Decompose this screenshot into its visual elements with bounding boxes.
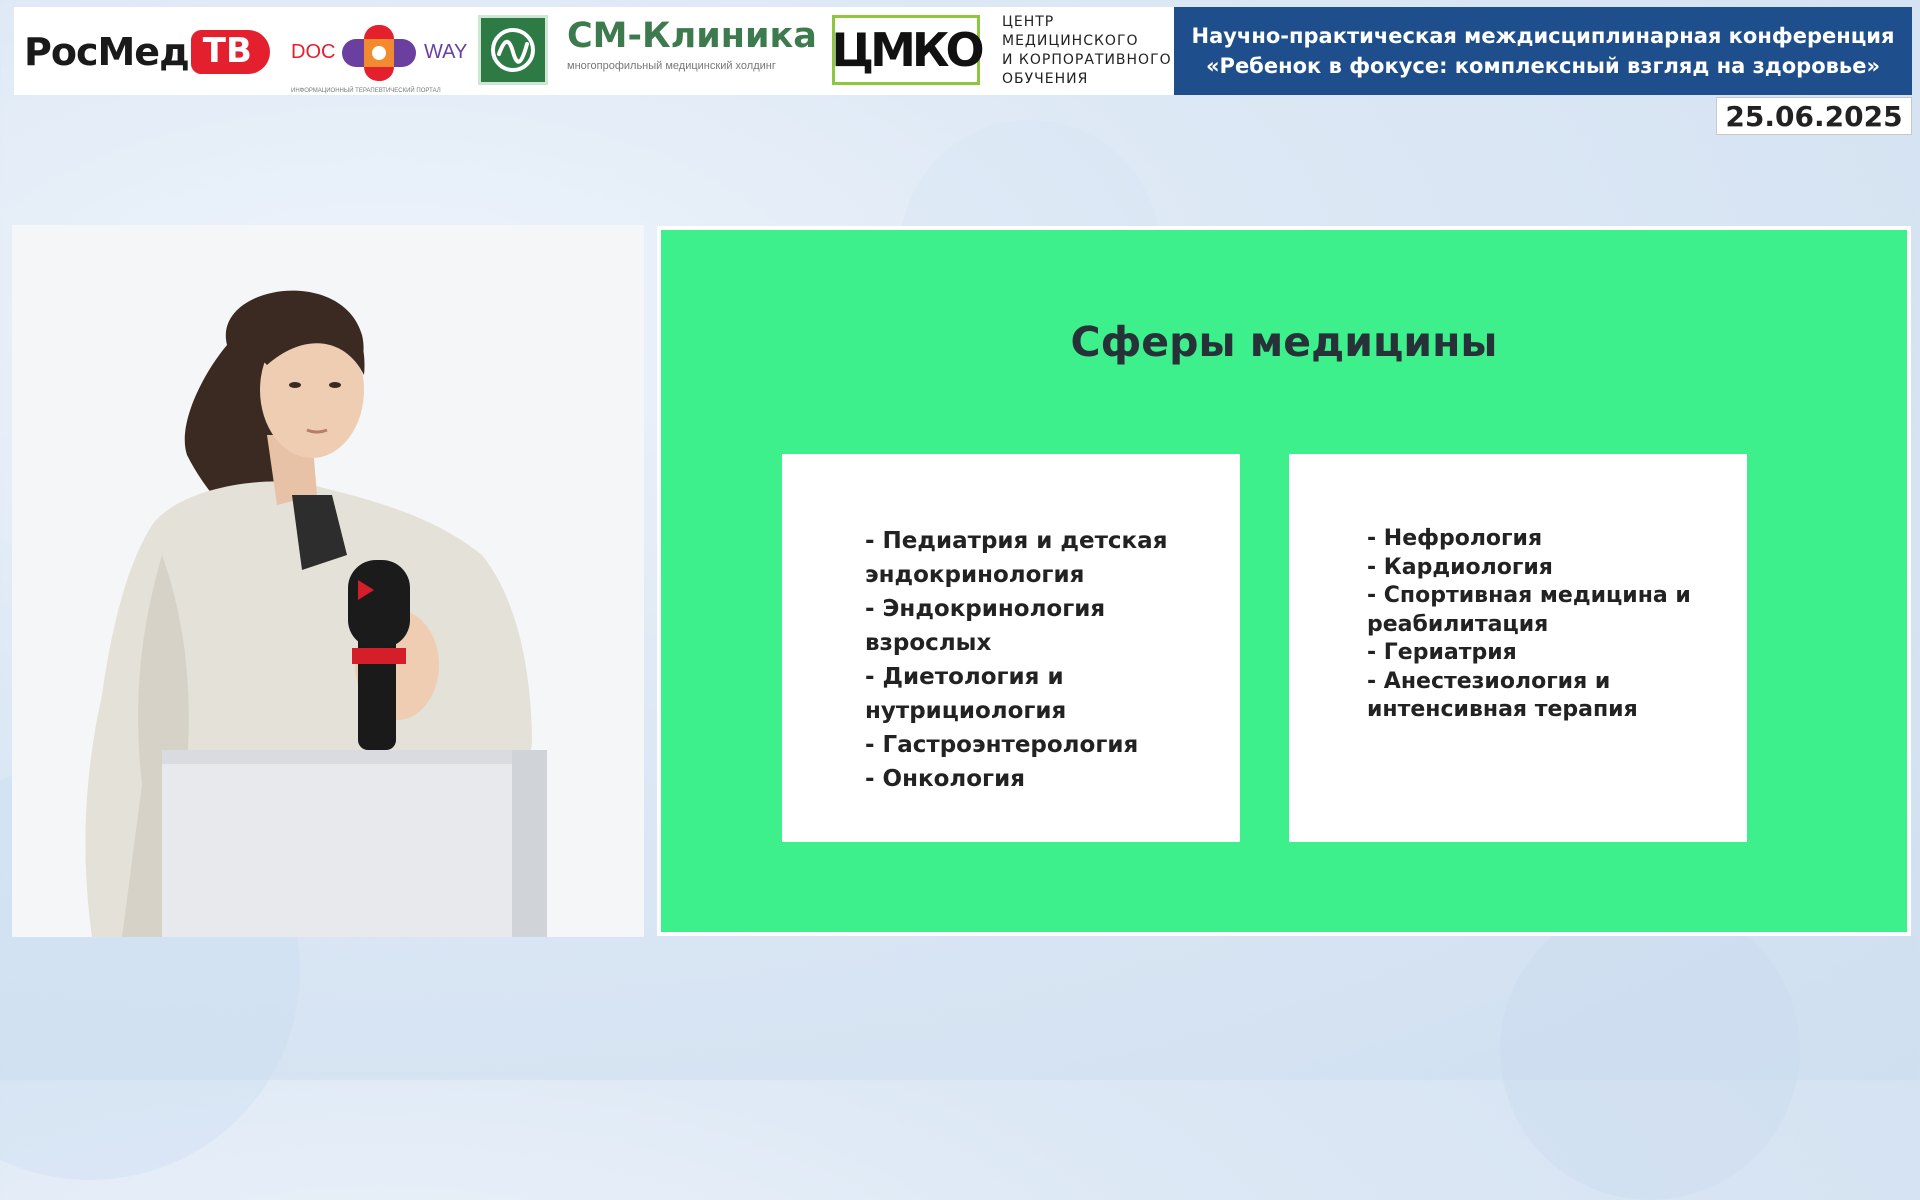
cmko-logo-letters: ЦМКО: [831, 23, 981, 77]
list-item: - Гастроэнтерология: [865, 732, 1139, 758]
presentation-slide: [657, 226, 1911, 936]
rosmed-tv-badge: ТВ: [191, 30, 270, 74]
docway-cross-icon: [334, 21, 424, 85]
list-item: - Онкология: [865, 766, 1025, 792]
list-item: - Эндокринология взрослых: [865, 596, 1106, 656]
left-specialties-list: [865, 524, 1195, 796]
sponsor-header: [14, 7, 1912, 95]
cmko-line: ОБУЧЕНИЯ: [1002, 71, 1089, 87]
slide-title: Сферы медицины: [1070, 318, 1498, 366]
docway-logo-right: WAY: [424, 41, 468, 63]
right-specialties-card: [1289, 454, 1747, 842]
docway-logo-left: DOC: [291, 41, 336, 63]
list-item: - Спортивная медицина и реабилитация: [1367, 583, 1691, 637]
left-specialties-card: [782, 454, 1240, 842]
conference-title-line1: Научно-практическая междисциплинарная конференция: [1191, 24, 1895, 48]
cmko-line: И КОРПОРАТИВНОГО: [1002, 52, 1172, 68]
sm-clinic-subtitle: многопрофильный медицинский холдинг: [567, 60, 776, 72]
cmko-line: ЦЕНТР: [1002, 14, 1055, 30]
rosmed-logo-text: РосМед: [24, 30, 189, 74]
list-item: - Кардиология: [1367, 554, 1553, 580]
rosmed-tv-logo: [24, 14, 279, 90]
cmko-logo: [832, 15, 980, 85]
list-item: - Педиатрия и детская эндокринология: [865, 528, 1168, 588]
cmko-logo-text: [1002, 13, 1172, 89]
docway-logo-subtitle: ИНФОРМАЦИОННЫЙ ТЕРАПЕВТИЧЕСКИЙ ПОРТАЛ: [291, 88, 441, 94]
conference-date: 25.06.2025: [1716, 97, 1912, 135]
right-specialties-list: [1367, 525, 1707, 725]
list-item: - Нефрология: [1367, 526, 1543, 551]
list-item: - Анестезиология и интенсивная терапия: [1367, 668, 1638, 722]
speaker-person-icon: [12, 225, 644, 937]
speaker-video: [12, 225, 644, 937]
list-item: - Диетология и нутрициология: [865, 664, 1067, 724]
sm-clinic-icon: [478, 15, 548, 85]
sm-clinic-logo: [567, 16, 817, 72]
slide-background: [661, 230, 1907, 932]
conference-title: [1174, 7, 1912, 95]
sm-clinic-name: СМ-Клиника: [567, 16, 817, 56]
microphone-icon: [344, 560, 414, 760]
docway-logo: [279, 15, 474, 95]
background-decoration: [1500, 900, 1800, 1200]
conference-title-line2: «Ребенок в фокусе: комплексный взгляд на здоровье»: [1205, 54, 1881, 78]
list-item: - Гериатрия: [1367, 640, 1517, 665]
cmko-line: МЕДИЦИНСКОГО: [1002, 33, 1139, 49]
